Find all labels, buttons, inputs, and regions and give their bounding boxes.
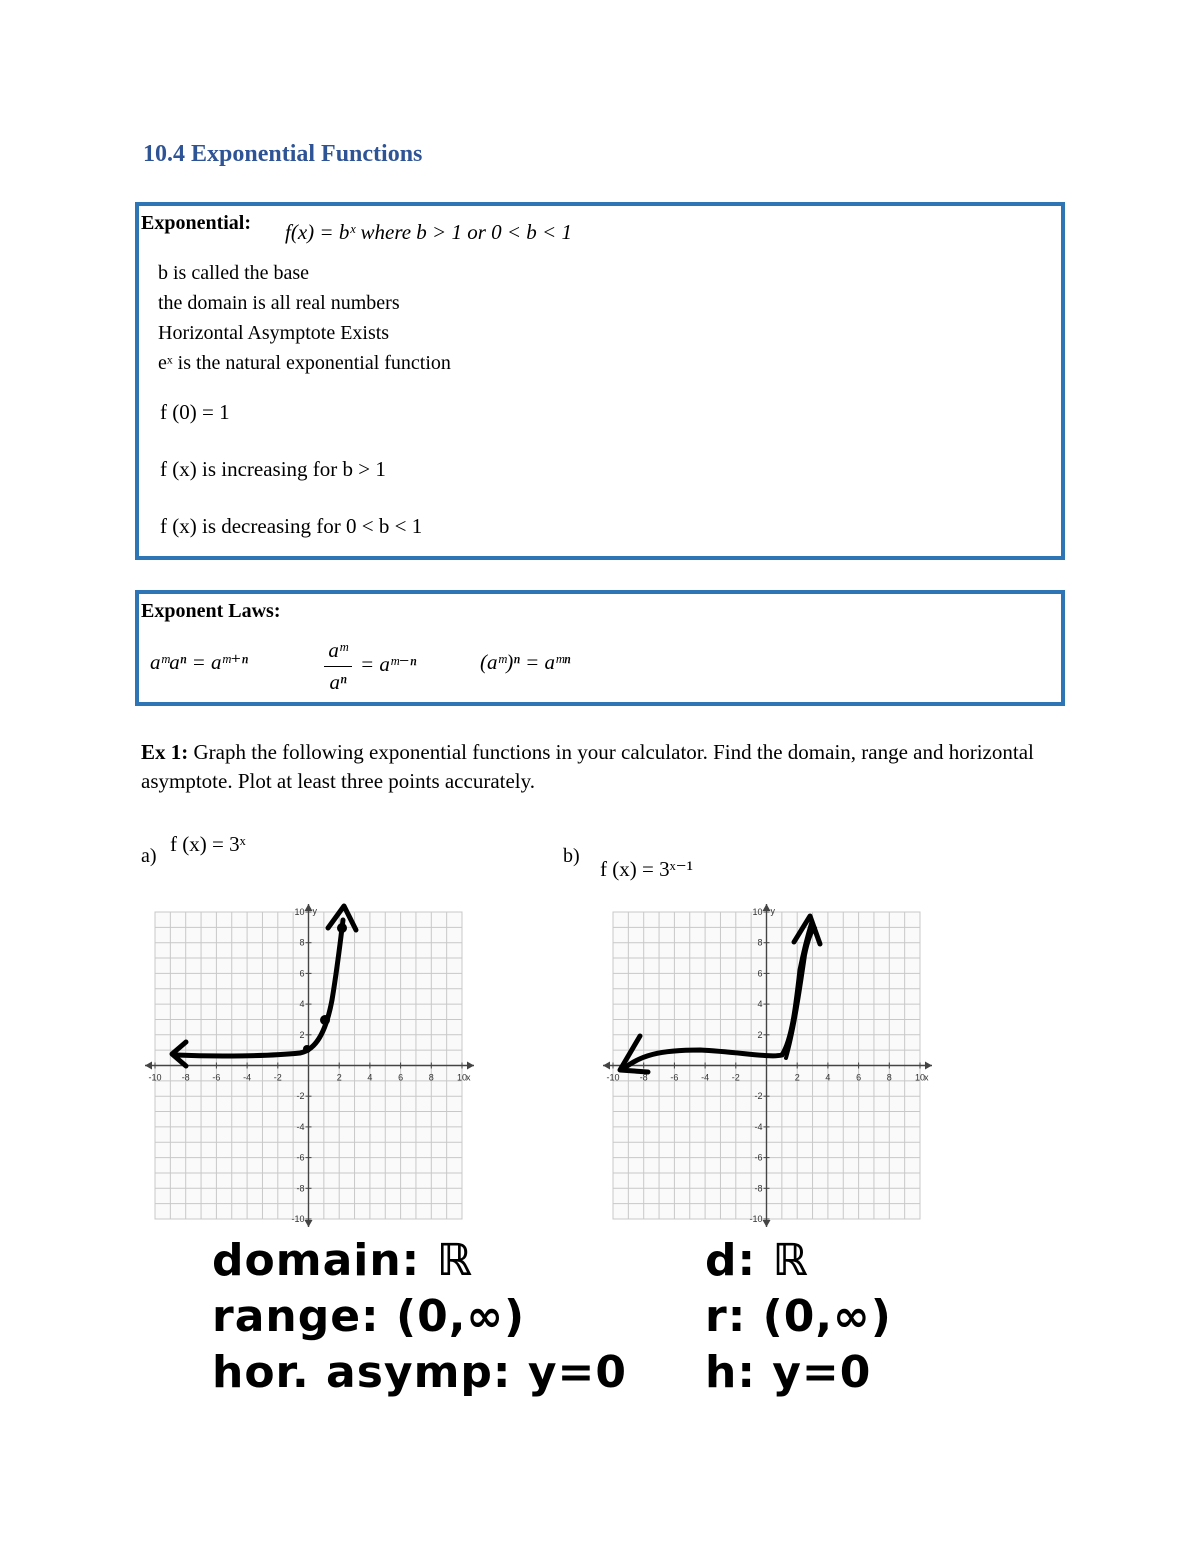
y-tick-label: -6 — [754, 1152, 763, 1163]
plotted-point-a3 — [337, 923, 347, 933]
part-b-label: b) — [563, 845, 580, 867]
y-axis-arrow — [305, 904, 313, 911]
power-law: (aᵐ)ⁿ = aᵐⁿ — [480, 650, 571, 674]
x-tick-label: -8 — [181, 1072, 190, 1083]
y-tick-label: -2 — [754, 1091, 763, 1102]
increasing-property: f (x) is increasing for b > 1 — [160, 457, 386, 481]
y-tick-label: -4 — [296, 1121, 305, 1132]
y-tick-label: 2 — [299, 1029, 305, 1040]
x-tick-label: -4 — [243, 1072, 252, 1083]
y-axis-label: y — [312, 906, 317, 916]
definition-line: b is called the base — [158, 262, 310, 284]
coordinate-grid-a — [145, 904, 474, 1227]
x-tick-label: -8 — [639, 1072, 648, 1083]
x-tick-label: 2 — [336, 1072, 342, 1083]
y-tick-label: 2 — [757, 1029, 763, 1040]
range-answer-a: range: (0,∞) — [212, 1291, 526, 1342]
domain-answer-a: domain: ℝ — [212, 1235, 473, 1286]
asymptote-answer-b: h: y=0 — [705, 1347, 872, 1398]
part-b-function: f (x) = 3ˣ⁻¹ — [600, 857, 694, 881]
product-law: aᵐaⁿ = aᵐ⁺ⁿ — [150, 650, 248, 674]
x-tick-label: 6 — [398, 1072, 404, 1083]
x-tick-label: -10 — [606, 1072, 620, 1083]
y-tick-label: -2 — [296, 1091, 305, 1102]
y-tick-label: -8 — [754, 1183, 763, 1194]
y-tick-label: 10 — [294, 907, 305, 917]
y-tick-label: 4 — [299, 999, 305, 1010]
part-a-label: a) — [141, 845, 157, 867]
x-axis-arrow — [145, 1062, 152, 1070]
x-axis-arrow — [467, 1062, 474, 1070]
x-tick-label: 2 — [794, 1072, 800, 1083]
x-axis-label: x — [924, 1072, 929, 1083]
x-tick-label: 8 — [428, 1072, 434, 1083]
y-tick-label: -6 — [296, 1152, 305, 1163]
decreasing-property: f (x) is decreasing for 0 < b < 1 — [160, 514, 423, 538]
quotient-law-numerator: aᵐ — [328, 638, 348, 662]
example-text: Graph the following exponential functions in your calculator. Find the domain, range and horizontal asymptote. Plot at least three points accurately. — [141, 740, 1034, 793]
definition-label: Exponential: — [141, 212, 252, 234]
quotient-law-denominator: aⁿ — [329, 670, 347, 694]
coordinate-grid-b — [603, 904, 932, 1227]
handwritten-answers-a — [212, 1233, 627, 1401]
x-tick-label: -6 — [212, 1072, 221, 1083]
page-title: 10.4 Exponential Functions — [143, 141, 423, 167]
y-tick-label: 8 — [757, 937, 763, 948]
y-tick-label: -4 — [754, 1121, 763, 1132]
f-zero-property: f (0) = 1 — [160, 400, 230, 424]
x-tick-label: 4 — [825, 1072, 831, 1083]
y-axis-arrow — [763, 1220, 771, 1227]
handwritten-answers-b — [705, 1233, 892, 1401]
x-axis-arrow — [925, 1062, 932, 1070]
x-tick-label: 10 — [914, 1072, 926, 1083]
asymptote-answer-a: hor. asymp: y=0 — [212, 1347, 627, 1398]
y-axis-arrow — [305, 1220, 313, 1227]
y-axis-arrow — [763, 904, 771, 911]
y-tick-label: -10 — [749, 1214, 763, 1224]
x-tick-label: -10 — [148, 1072, 162, 1083]
y-tick-label: 8 — [299, 937, 305, 948]
x-tick-label: 10 — [456, 1072, 468, 1083]
y-tick-label: 6 — [757, 968, 763, 979]
example-label: Ex 1: — [141, 740, 189, 764]
exponent-laws-label: Exponent Laws: — [141, 600, 281, 622]
x-tick-label: 4 — [367, 1072, 373, 1083]
y-tick-label: 4 — [757, 999, 763, 1010]
y-axis-label: y — [770, 906, 775, 916]
plotted-point-a1 — [303, 1045, 311, 1053]
x-tick-label: -2 — [273, 1072, 282, 1083]
x-tick-label: -6 — [670, 1072, 679, 1083]
x-tick-label: 6 — [856, 1072, 862, 1083]
y-tick-label: 10 — [752, 907, 763, 917]
part-a-function: f (x) = 3ˣ — [170, 832, 246, 856]
domain-answer-b: d: ℝ — [705, 1235, 809, 1286]
y-tick-label: 6 — [299, 968, 305, 979]
definition-line: the domain is all real numbers — [158, 292, 400, 314]
quotient-law-rhs: = aᵐ⁻ⁿ — [360, 652, 417, 676]
x-axis-label: x — [466, 1072, 471, 1083]
x-tick-label: -4 — [701, 1072, 710, 1083]
y-tick-label: -10 — [291, 1214, 305, 1224]
range-answer-b: r: (0,∞) — [705, 1291, 892, 1342]
y-tick-label: -8 — [296, 1183, 305, 1194]
definition-line: eˣ is the natural exponential function — [158, 352, 451, 374]
x-tick-label: 8 — [886, 1072, 892, 1083]
definition-line: Horizontal Asymptote Exists — [158, 322, 390, 344]
x-tick-label: -2 — [731, 1072, 740, 1083]
plotted-point-a2 — [320, 1015, 330, 1025]
x-axis-arrow — [603, 1062, 610, 1070]
exponential-formula: f(x) = bˣ where b > 1 or 0 < b < 1 — [285, 220, 572, 244]
